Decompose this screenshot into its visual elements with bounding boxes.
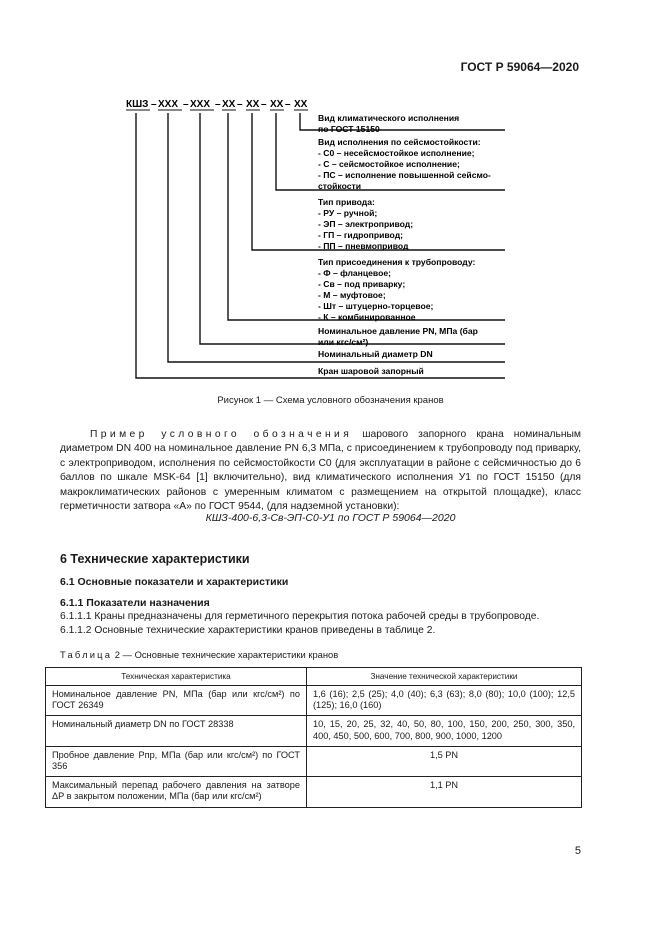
code-part: XX: [222, 99, 236, 110]
legend-line: Вид климатического исполнения: [318, 113, 460, 123]
code-part: XX: [270, 99, 284, 110]
designation-scheme-figure: [0, 0, 661, 400]
table-cell-name: Пробное давление Pпр, МПа (бар или кгс/см²) по ГОСТ 356: [46, 746, 307, 776]
legend-line: - С0 – несейсмостойкое исполнение;: [318, 148, 475, 158]
legend-line: Кран шаровой запорный: [318, 366, 424, 376]
example-paragraph: [60, 428, 581, 514]
subsubsection-title: 6.1.1 Показатели назначения: [60, 597, 210, 609]
legend-line: - ЭП – электропривод;: [318, 219, 414, 229]
table-cell-value: 10, 15, 20, 25, 32, 40, 50, 80, 100, 150, 200, 250, 300, 350, 400, 450, 500, 600, 700, 800, 900, 1000, 1200: [307, 716, 582, 746]
code-part: XXX: [158, 99, 179, 110]
characteristics-table: [45, 667, 582, 808]
legend-line: - ПП – пневмопривод: [318, 241, 409, 251]
legend-line: или кгс/см²): [318, 337, 369, 347]
example-designation: КШЗ-400-6,3-Св-ЭП-С0-У1 по ГОСТ Р 59064—2020: [205, 512, 456, 524]
code-separator: –: [285, 99, 291, 110]
code-separator: –: [261, 99, 267, 110]
section-title: 6 Технические характеристики: [60, 552, 250, 566]
subsection-title: 6.1 Основные показатели и характеристики: [60, 576, 289, 588]
table-row: [46, 777, 582, 807]
code-separator: –: [183, 99, 189, 110]
table-header-value: Значение технической характеристики: [307, 668, 582, 686]
code-part: XXX: [190, 99, 211, 110]
legend-line: стойкости: [318, 181, 362, 191]
document-header: ГОСТ Р 59064—2020: [460, 60, 579, 74]
legend-line: - С – сейсмостойкое исполнение;: [318, 159, 460, 169]
legend-line: - РУ – ручной;: [318, 208, 378, 218]
table-title: [60, 649, 338, 660]
table-row: [46, 686, 582, 716]
figure-caption: Рисунок 1 — Схема условного обозначения кранов: [217, 395, 444, 406]
table-cell-name: Номинальное давление PN, МПа (бар или кгс/см²) по ГОСТ 26349: [46, 686, 307, 716]
legend-line: Номинальный диаметр DN: [318, 349, 433, 359]
code-separator: –: [151, 99, 157, 110]
legend-line: Тип привода:: [318, 197, 375, 207]
code-part: XX: [294, 99, 308, 110]
designation-code: [126, 99, 308, 110]
scheme-legend: [318, 113, 491, 376]
table-cell-value: 1,1 PN: [307, 777, 582, 807]
code-part: XX: [246, 99, 260, 110]
table-header-characteristic: Техническая характеристика: [46, 668, 307, 686]
clause-6-1-1-2: 6.1.1.2 Основные технические характеристики кранов приведены в таблице 2.: [60, 625, 436, 636]
table-row: [46, 716, 582, 746]
page-number: 5: [574, 845, 581, 857]
legend-line: - К – комбинированное: [318, 312, 416, 322]
code-separator: –: [237, 99, 243, 110]
legend-line: - Св – под приварку;: [318, 279, 406, 289]
legend-line: - Ф – фланцевое;: [318, 268, 391, 278]
table-title-label: Таблица: [60, 649, 113, 660]
code-separator: –: [215, 99, 221, 110]
clause-6-1-1-1: 6.1.1.1 Краны предназначены для герметичного перекрытия потока рабочей среды в трубопроводе.: [60, 611, 540, 622]
example-text: шарового запорного крана номинальным диаметром DN 400 на номинальное давление PN 6,3 МПа, с присоединением к трубопроводу под приварку, с электроприводом, исполнения по сейсмостойкости С0 (для эксплуатации в районе с сейсмичностью до 6 баллов по шкале MSK-64 [1] включительно), вид климатического исполнения У1 по ГОСТ 15150 (для макроклиматических районов с умеренным климатом с размещением на открытой площадке), класс герметичности затвора «А» по ГОСТ 9544, (для надземной установки):: [60, 429, 581, 513]
example-label: Пример условного обозначения: [90, 429, 353, 440]
legend-line: - Шт – штуцерно-торцевое;: [318, 301, 434, 311]
legend-line: по ГОСТ 15150: [318, 124, 380, 134]
legend-line: Тип присоединения к трубопроводу:: [318, 257, 476, 267]
legend-line: - М – муфтовое;: [318, 290, 386, 300]
table-cell-value: 1,6 (16); 2,5 (25); 4,0 (40); 6,3 (63); 8,0 (80); 10,0 (100); 12,5 (125); 16,0 (160): [307, 686, 582, 716]
legend-line: - ГП – гидропривод;: [318, 230, 404, 240]
legend-line: Номинальное давление PN, МПа (бар: [318, 326, 478, 336]
table-cell-value: 1,5 PN: [307, 746, 582, 776]
table-cell-name: Максимальный перепад рабочего давления на затворе ΔP в закрытом положении, МПа (бар или кгс/см²): [46, 777, 307, 807]
table-row: [46, 746, 582, 776]
table-title-text: 2 — Основные технические характеристики кранов: [114, 649, 339, 660]
code-part: КШЗ: [126, 99, 149, 110]
legend-line: - ПС – исполнение повышенной сейсмо-: [318, 170, 491, 180]
table-cell-name: Номинальный диаметр DN по ГОСТ 28338: [46, 716, 307, 746]
legend-line: Вид исполнения по сейсмостойкости:: [318, 137, 481, 147]
table-header-row: [46, 668, 582, 686]
